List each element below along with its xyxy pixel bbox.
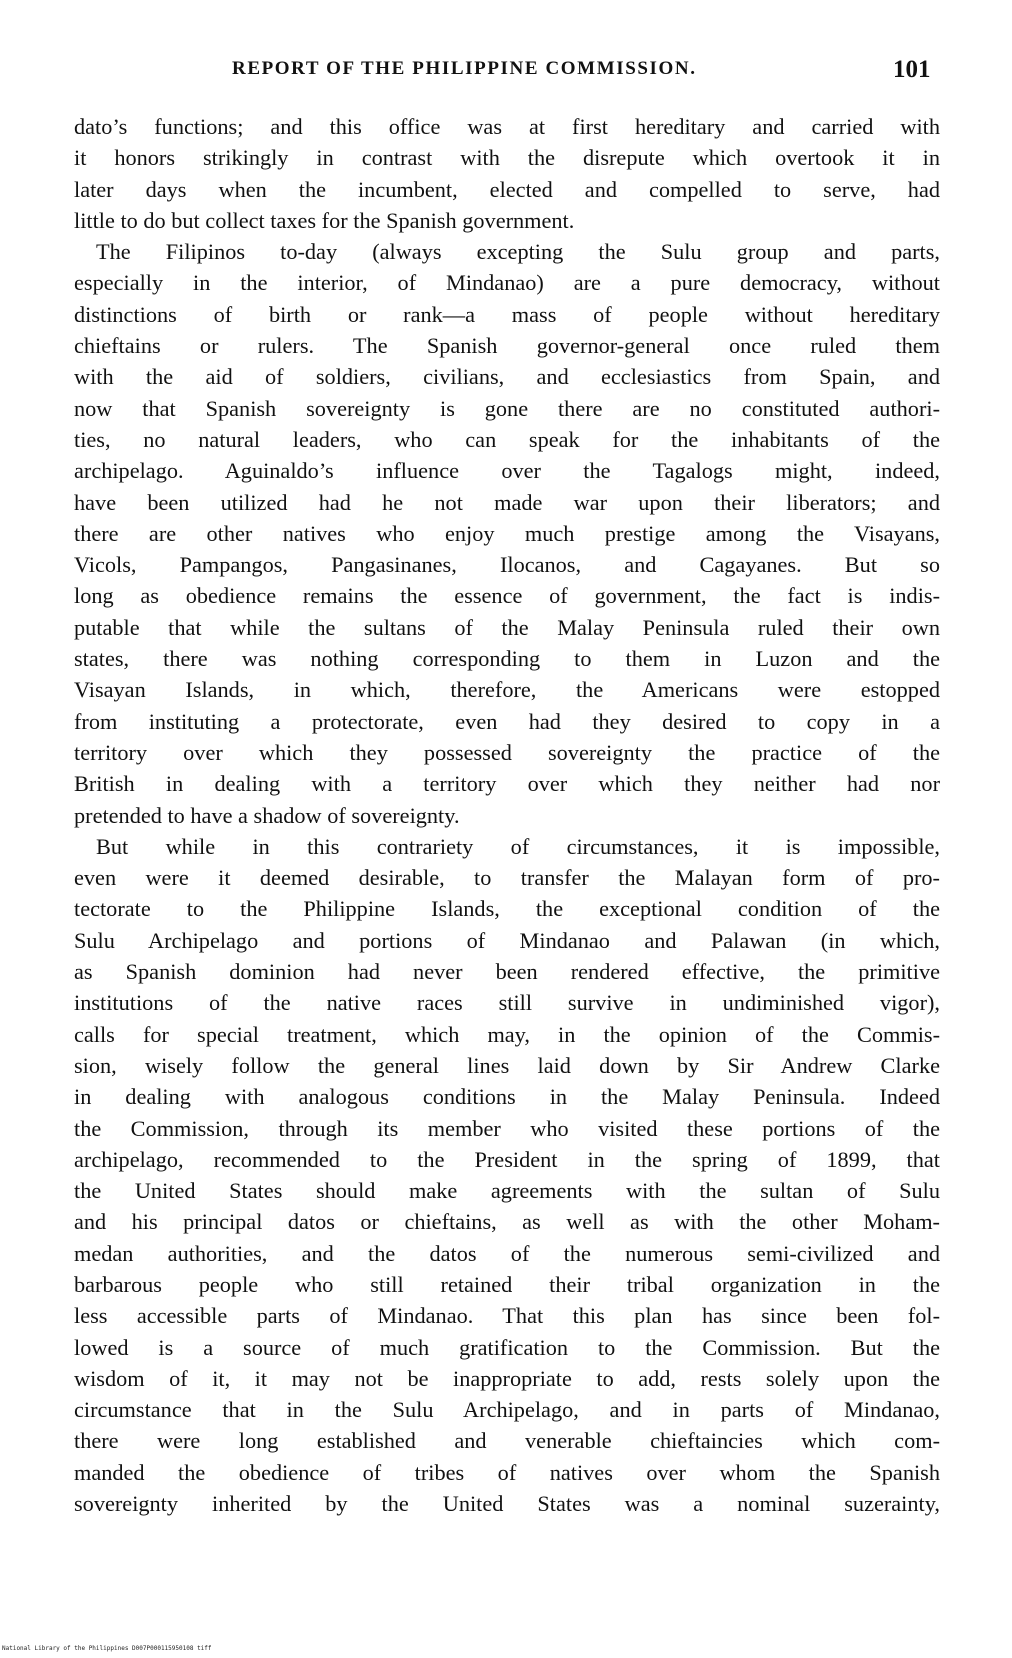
text-line: have been utilized had he not made war upon their liberators; and bbox=[74, 489, 940, 515]
text-line: manded the obedience of tribes of natives over whom the Spanish bbox=[74, 1459, 940, 1485]
text-line: wisdom of it, it may not be inappropriate to add, rests solely upon the bbox=[74, 1365, 940, 1391]
text-line: Sulu Archipelago and portions of Mindanao and Palawan (in which, bbox=[74, 927, 940, 953]
text-line: states, there was nothing corresponding to them in Luzon and the bbox=[74, 646, 940, 672]
body-text bbox=[74, 111, 940, 1519]
text-line: less accessible parts of Mindanao. That this plan has since been fol- bbox=[74, 1303, 940, 1329]
text-line: it honors strikingly in contrast with the disrepute which overtook it in bbox=[74, 145, 940, 171]
page-number: 101 bbox=[893, 56, 931, 83]
text-line: medan authorities, and the datos of the numerous semi-civilized and bbox=[74, 1240, 940, 1266]
text-line: later days when the incumbent, elected and compelled to serve, had bbox=[74, 176, 940, 202]
text-line: calls for special treatment, which may, in the opinion of the Commis- bbox=[74, 1021, 940, 1047]
text-line: especially in the interior, of Mindanao) are a pure democracy, without bbox=[74, 270, 940, 296]
text-line: tectorate to the Philippine Islands, the exceptional condition of the bbox=[74, 896, 940, 922]
text-line: archipelago, recommended to the President in the spring of 1899, that bbox=[74, 1146, 940, 1172]
text-line: as Spanish dominion had never been rendered effective, the primitive bbox=[74, 959, 940, 985]
text-line: distinctions of birth or rank—a mass of people without hereditary bbox=[74, 301, 940, 327]
text-line: there are other natives who enjoy much prestige among the Visayans, bbox=[74, 520, 940, 546]
text-line: ties, no natural leaders, who can speak for the inhabitants of the bbox=[74, 426, 940, 452]
text-line: from instituting a protectorate, even had they desired to copy in a bbox=[74, 708, 940, 734]
text-line: now that Spanish sovereignty is gone there are no constituted authori- bbox=[74, 395, 940, 421]
text-line: the Commission, through its member who visited these portions of the bbox=[74, 1115, 940, 1141]
text-line: in dealing with analogous conditions in the Malay Peninsula. Indeed bbox=[74, 1084, 940, 1110]
text-line: chieftains or rulers. The Spanish governor-general once ruled them bbox=[74, 333, 940, 359]
text-line: British in dealing with a territory over which they neither had nor bbox=[74, 771, 940, 797]
text-line: little to do but collect taxes for the Spanish government. bbox=[74, 207, 575, 233]
text-line: The Filipinos to-day (always excepting the Sulu group and parts, bbox=[96, 239, 940, 265]
text-line: pretended to have a shadow of sovereignty. bbox=[74, 802, 460, 828]
text-line: with the aid of soldiers, civilians, and ecclesiastics from Spain, and bbox=[74, 364, 940, 390]
text-line: sovereignty inherited by the United States was a nominal suzerainty, bbox=[74, 1491, 940, 1517]
text-line: sion, wisely follow the general lines laid down by Sir Andrew Clarke bbox=[74, 1052, 940, 1078]
text-line: the United States should make agreements with the sultan of Sulu bbox=[74, 1178, 940, 1204]
text-line: territory over which they possessed sovereignty the practice of the bbox=[74, 739, 940, 765]
text-line: and his principal datos or chieftains, as well as with the other Moham- bbox=[74, 1209, 940, 1235]
text-line: circumstance that in the Sulu Archipelago, and in parts of Mindanao, bbox=[74, 1397, 940, 1423]
text-line: Vicols, Pampangos, Pangasinanes, Ilocanos, and Cagayanes. But so bbox=[74, 552, 940, 578]
running-head: REPORT OF THE PHILIPPINE COMMISSION. bbox=[232, 58, 697, 79]
scan-footer-note: National Library of the Philippines D007P000115950108 tiff bbox=[2, 1645, 212, 1652]
text-line: institutions of the native races still survive in undiminished vigor), bbox=[74, 990, 940, 1016]
text-line: lowed is a source of much gratification to the Commission. But the bbox=[74, 1334, 940, 1360]
text-line: long as obedience remains the essence of government, the fact is indis- bbox=[74, 583, 940, 609]
text-line: archipelago. Aguinaldo’s influence over the Tagalogs might, indeed, bbox=[74, 458, 940, 484]
text-line: Visayan Islands, in which, therefore, the Americans were estopped bbox=[74, 677, 940, 703]
text-line: dato’s functions; and this office was at first hereditary and carried with bbox=[74, 114, 940, 139]
text-line: barbarous people who still retained their tribal organization in the bbox=[74, 1271, 940, 1297]
text-line: there were long established and venerable chieftaincies which com- bbox=[74, 1428, 940, 1454]
text-line: even were it deemed desirable, to transfer the Malayan form of pro- bbox=[74, 865, 940, 891]
text-line: But while in this contrariety of circumstances, it is impossible, bbox=[96, 833, 940, 859]
text-line: putable that while the sultans of the Malay Peninsula ruled their own bbox=[74, 614, 940, 640]
